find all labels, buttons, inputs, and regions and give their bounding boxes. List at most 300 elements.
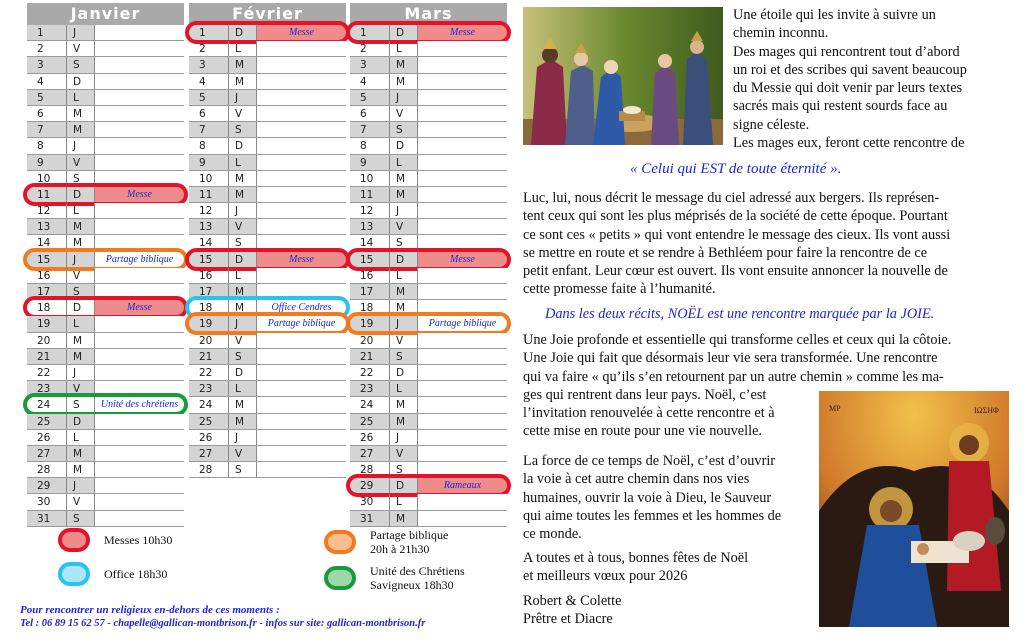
- day-weekday: L: [229, 381, 257, 396]
- day-number: 24: [350, 397, 390, 412]
- text-line: du Messie qui doit venir par leurs textes: [733, 80, 963, 97]
- text-line: Les mages eux, feront cette rencontre de: [733, 135, 965, 152]
- day-event-cell: [418, 365, 507, 380]
- days-list: [350, 25, 507, 527]
- day-number: 31: [350, 511, 390, 526]
- day-number: 15: [27, 252, 67, 267]
- day-weekday: S: [390, 349, 418, 364]
- day-weekday: V: [229, 446, 257, 461]
- day-number: 25: [189, 414, 229, 429]
- day-number: 2: [350, 41, 390, 56]
- day-weekday: S: [67, 511, 95, 526]
- text-line: cette mise en route pour une vie nouvelle.: [523, 423, 762, 440]
- day-number: 18: [27, 300, 67, 315]
- day-number: 23: [27, 381, 67, 396]
- day-number: 3: [189, 57, 229, 72]
- event-label: Messe: [257, 252, 346, 268]
- day-number: 22: [350, 365, 390, 380]
- day-row: [350, 316, 507, 332]
- day-row: [189, 171, 346, 187]
- day-row: [189, 187, 346, 203]
- day-row: [189, 203, 346, 219]
- day-row: [189, 57, 346, 73]
- day-row: [189, 41, 346, 57]
- day-row: [27, 300, 184, 316]
- day-weekday: J: [67, 478, 95, 493]
- day-weekday: M: [229, 171, 257, 186]
- day-weekday: L: [390, 381, 418, 396]
- day-weekday: D: [67, 300, 95, 315]
- day-row: [189, 122, 346, 138]
- day-event-cell: [257, 381, 346, 396]
- day-event-cell: [95, 284, 184, 299]
- day-number: 17: [350, 284, 390, 299]
- day-weekday: L: [67, 203, 95, 218]
- legend-partage: [324, 528, 448, 556]
- month-header: Mars: [350, 3, 507, 25]
- day-event-cell: [257, 349, 346, 364]
- day-number: 25: [350, 414, 390, 429]
- day-number: 13: [350, 219, 390, 234]
- day-weekday: M: [67, 122, 95, 137]
- day-number: 4: [350, 74, 390, 89]
- day-weekday: M: [229, 187, 257, 202]
- day-weekday: J: [390, 90, 418, 105]
- day-weekday: M: [390, 187, 418, 202]
- day-event-cell: [418, 381, 507, 396]
- svg-text:ΜΡ: ΜΡ: [829, 404, 841, 413]
- day-event-cell: [95, 138, 184, 153]
- day-row: [350, 187, 507, 203]
- day-number: 8: [27, 138, 67, 153]
- day-event-cell: [418, 300, 507, 315]
- day-weekday: M: [229, 300, 257, 315]
- text-line: et meilleurs vœux pour 2026: [523, 568, 688, 585]
- day-row: [27, 446, 184, 462]
- day-event-cell: [95, 57, 184, 72]
- day-weekday: S: [390, 235, 418, 250]
- day-number: 28: [350, 462, 390, 477]
- day-number: 5: [189, 90, 229, 105]
- day-row: [27, 122, 184, 138]
- day-weekday: V: [390, 333, 418, 348]
- day-weekday: D: [390, 25, 418, 40]
- nativity-icon-painting: [819, 391, 1009, 627]
- day-event-cell: [257, 365, 346, 380]
- day-number: 3: [350, 57, 390, 72]
- day-event-cell: [418, 138, 507, 153]
- day-row: [27, 349, 184, 365]
- day-row: [189, 316, 346, 332]
- text-line: tent ceux qui sont les plus méprisés de la société de cette époque. Pourtant: [523, 208, 948, 225]
- day-row: [27, 235, 184, 251]
- day-weekday: M: [67, 235, 95, 250]
- event-label: Messe: [257, 25, 346, 41]
- day-weekday: J: [229, 430, 257, 445]
- day-row: [189, 333, 346, 349]
- text-line: ce monde.: [523, 526, 582, 543]
- legend-label: [370, 528, 448, 556]
- text-line: Des mages qui rencontrent tout d’abord: [733, 43, 960, 60]
- day-weekday: L: [67, 430, 95, 445]
- calendar: [27, 3, 507, 525]
- day-weekday: D: [390, 138, 418, 153]
- text-line: la voie à cet autre chemin dans nos vies: [523, 471, 750, 488]
- day-number: 26: [189, 430, 229, 445]
- signature-names: Robert & Colette: [523, 593, 622, 609]
- text-line: Luc, lui, nous décrit le message du ciel adressé aux bergers. Ils représen-: [523, 190, 940, 206]
- day-weekday: S: [229, 349, 257, 364]
- day-number: 12: [27, 203, 67, 218]
- day-weekday: L: [390, 41, 418, 56]
- text-line: Une Joie profonde et essentielle qui transforme celles et ceux qui la côtoie.: [523, 332, 952, 348]
- day-weekday: V: [67, 41, 95, 56]
- day-row: [27, 203, 184, 219]
- day-number: 7: [27, 122, 67, 137]
- day-row: [189, 300, 346, 316]
- day-event-cell: [257, 462, 346, 477]
- day-number: 31: [27, 511, 67, 526]
- day-weekday: D: [229, 25, 257, 40]
- day-number: 25: [27, 414, 67, 429]
- event-label: Messe: [418, 25, 507, 41]
- day-weekday: J: [390, 203, 418, 218]
- day-event-cell: [95, 381, 184, 396]
- day-row: [350, 57, 507, 73]
- day-weekday: J: [67, 138, 95, 153]
- day-event-cell: [418, 171, 507, 186]
- day-event-cell: [418, 430, 507, 445]
- day-weekday: D: [390, 252, 418, 267]
- day-event-cell: [95, 349, 184, 364]
- day-row: [27, 462, 184, 478]
- day-event-cell: [257, 414, 346, 429]
- text-line: La force de ce temps de Noël, c’est d’ouvrir: [523, 453, 776, 469]
- day-row: [189, 446, 346, 462]
- month-header: Janvier: [27, 3, 184, 25]
- day-row: [189, 25, 346, 41]
- day-weekday: D: [229, 252, 257, 267]
- day-event-cell: [418, 41, 507, 56]
- day-row: [350, 90, 507, 106]
- day-row: [27, 106, 184, 122]
- day-row: [27, 430, 184, 446]
- day-number: 2: [27, 41, 67, 56]
- day-weekday: D: [229, 138, 257, 153]
- day-row: [350, 122, 507, 138]
- day-number: 15: [189, 252, 229, 267]
- day-row: [27, 284, 184, 300]
- day-number: 28: [189, 462, 229, 477]
- day-weekday: L: [229, 268, 257, 283]
- day-weekday: M: [390, 414, 418, 429]
- day-event-cell: [95, 478, 184, 493]
- day-row: [189, 219, 346, 235]
- day-event-cell: [95, 25, 184, 40]
- day-number: 7: [189, 122, 229, 137]
- day-number: 26: [350, 430, 390, 445]
- day-event-cell: [257, 430, 346, 445]
- day-row: [189, 252, 346, 268]
- day-number: 29: [27, 478, 67, 493]
- day-event-cell: [95, 333, 184, 348]
- day-number: 22: [189, 365, 229, 380]
- day-weekday: S: [229, 122, 257, 137]
- day-event-cell: [418, 397, 507, 412]
- day-event-cell: [95, 155, 184, 170]
- day-row: [350, 138, 507, 154]
- day-row: [27, 138, 184, 154]
- event-label: Messe: [95, 300, 184, 316]
- svg-text:ΙΩΣΗΦ: ΙΩΣΗΦ: [974, 406, 999, 415]
- day-weekday: L: [390, 155, 418, 170]
- day-weekday: J: [390, 430, 418, 445]
- wishes-paragraph: [523, 549, 818, 586]
- month-column-mars: [350, 3, 507, 527]
- day-row: [27, 41, 184, 57]
- day-weekday: M: [390, 57, 418, 72]
- day-event-cell: [257, 122, 346, 137]
- day-event-cell: [257, 397, 346, 412]
- day-number: 18: [189, 300, 229, 315]
- day-row: [189, 106, 346, 122]
- day-event-cell: [418, 57, 507, 72]
- day-event-cell: [95, 41, 184, 56]
- day-weekday: J: [67, 365, 95, 380]
- day-row: [27, 381, 184, 397]
- event-label: Rameaux: [418, 478, 507, 494]
- signature-titles: Prêtre et Diacre: [523, 611, 613, 628]
- day-number: 20: [189, 333, 229, 348]
- day-row: [27, 478, 184, 494]
- day-weekday: V: [229, 106, 257, 121]
- day-row: [27, 252, 184, 268]
- day-weekday: M: [229, 397, 257, 412]
- day-number: 14: [189, 235, 229, 250]
- day-number: 10: [350, 171, 390, 186]
- day-event-cell: [95, 414, 184, 429]
- day-number: 4: [27, 74, 67, 89]
- day-row: [189, 155, 346, 171]
- day-row: [27, 57, 184, 73]
- day-row: [350, 478, 507, 494]
- day-number: 5: [27, 90, 67, 105]
- day-number: 17: [27, 284, 67, 299]
- nativity-figurines-photo: [523, 7, 723, 145]
- day-event-cell: [257, 41, 346, 56]
- text-line: ges qui rentrent dans leur pays. Noël, c’est: [523, 386, 767, 403]
- day-weekday: J: [67, 252, 95, 267]
- day-weekday: M: [390, 300, 418, 315]
- day-event-cell: [95, 219, 184, 234]
- legend-label-line: 20h à 21h30: [370, 542, 430, 556]
- day-weekday: D: [390, 365, 418, 380]
- day-weekday: M: [67, 106, 95, 121]
- event-label: Office Cendres: [271, 302, 332, 314]
- text-line: l’invitation renouvelée à cette rencontre et à: [523, 405, 775, 422]
- day-weekday: S: [390, 122, 418, 137]
- day-event-cell: [95, 90, 184, 105]
- day-number: 19: [350, 316, 390, 331]
- day-event-cell: [418, 414, 507, 429]
- day-row: [189, 268, 346, 284]
- day-weekday: S: [67, 397, 95, 412]
- day-event-cell: [95, 122, 184, 137]
- text-line: se mettre en route et se rendre à Bethléem pour faire la rencontre de ce: [523, 244, 928, 261]
- day-row: [189, 397, 346, 413]
- day-row: [350, 446, 507, 462]
- day-event-cell: [418, 74, 507, 89]
- day-weekday: V: [390, 446, 418, 461]
- day-row: [350, 300, 507, 316]
- day-number: 12: [189, 203, 229, 218]
- day-number: 28: [27, 462, 67, 477]
- day-event-cell: [418, 155, 507, 170]
- text-line: cette promesse faite à l’humanité.: [523, 281, 716, 298]
- day-row: [27, 414, 184, 430]
- text-line: ce sont ces « petits » qui vont entendre le message des cieux. Ils vont aussi: [523, 226, 951, 243]
- day-row: [350, 74, 507, 90]
- day-weekday: D: [67, 414, 95, 429]
- day-row: [350, 235, 507, 251]
- day-number: 10: [27, 171, 67, 186]
- day-number: 26: [27, 430, 67, 445]
- legend: [58, 528, 508, 603]
- day-number: 18: [350, 300, 390, 315]
- day-row: [189, 462, 346, 478]
- text-line: A toutes et à tous, bonnes fêtes de Noël: [523, 550, 749, 566]
- day-number: 16: [350, 268, 390, 283]
- day-row: [27, 171, 184, 187]
- day-weekday: J: [229, 203, 257, 218]
- day-weekday: M: [229, 57, 257, 72]
- day-weekday: M: [390, 511, 418, 526]
- day-event-cell: [257, 203, 346, 218]
- text-line: qui aime toutes les femmes et les hommes de: [523, 507, 782, 524]
- day-weekday: L: [67, 90, 95, 105]
- day-weekday: M: [229, 74, 257, 89]
- legend-unite: [324, 564, 465, 592]
- day-weekday: D: [67, 187, 95, 202]
- day-weekday: V: [67, 381, 95, 396]
- day-weekday: J: [229, 316, 257, 331]
- text-line: Une étoile qui les invite à suivre un: [733, 7, 936, 23]
- day-row: [27, 187, 184, 203]
- month-header: Février: [189, 3, 346, 25]
- day-weekday: D: [67, 74, 95, 89]
- day-weekday: L: [229, 155, 257, 170]
- day-weekday: L: [390, 268, 418, 283]
- day-number: 19: [189, 316, 229, 331]
- day-number: 8: [350, 138, 390, 153]
- event-label: Messe: [95, 187, 184, 203]
- day-row: [350, 203, 507, 219]
- day-event-cell: [95, 446, 184, 461]
- legend-label: [370, 564, 465, 592]
- day-event-cell: [418, 349, 507, 364]
- day-weekday: J: [390, 316, 418, 331]
- event-label: Messe: [418, 252, 507, 268]
- day-row: [350, 41, 507, 57]
- text-line: qui va faire « qu’ils s’en retournent par un autre chemin » comme les ma-: [523, 368, 944, 385]
- day-row: [189, 74, 346, 90]
- legend-label-line: Unité des Chrétiens: [370, 564, 465, 578]
- day-row: [350, 25, 507, 41]
- day-weekday: M: [390, 171, 418, 186]
- day-event-cell: [418, 203, 507, 218]
- day-event-cell: [418, 106, 507, 121]
- day-event-cell: [418, 219, 507, 234]
- day-number: 13: [27, 219, 67, 234]
- text-line: Une Joie qui fait que désormais leur vie sera transformée. Une rencontre: [523, 350, 938, 367]
- day-row: [350, 171, 507, 187]
- day-weekday: V: [67, 268, 95, 283]
- day-number: 11: [27, 187, 67, 202]
- day-row: [27, 365, 184, 381]
- day-weekday: V: [67, 494, 95, 509]
- day-row: [350, 268, 507, 284]
- legend-messes: [58, 528, 172, 552]
- day-number: 29: [350, 478, 390, 493]
- day-number: 16: [27, 268, 67, 283]
- event-label: Partage biblique: [428, 318, 497, 330]
- orange-oval-icon: [324, 530, 356, 554]
- day-number: 21: [27, 349, 67, 364]
- day-row: [27, 90, 184, 106]
- day-number: 7: [350, 122, 390, 137]
- day-number: 5: [350, 90, 390, 105]
- day-number: 6: [350, 106, 390, 121]
- day-row: [189, 349, 346, 365]
- day-event-cell: [257, 155, 346, 170]
- legend-label-line: Partage biblique: [370, 528, 449, 542]
- day-row: [27, 333, 184, 349]
- legend-label-line: Savigneux 18h30: [370, 578, 454, 592]
- day-number: 27: [189, 446, 229, 461]
- day-row: [350, 414, 507, 430]
- day-row: [350, 219, 507, 235]
- nativity-figurines-image: [523, 7, 723, 145]
- days-list: [189, 25, 346, 478]
- day-event-cell: [95, 511, 184, 526]
- day-event-cell: [418, 494, 507, 509]
- day-number: 24: [27, 397, 67, 412]
- day-row: [189, 430, 346, 446]
- day-event-cell: [257, 74, 346, 89]
- day-event-cell: [257, 138, 346, 153]
- day-event-cell: [418, 446, 507, 461]
- day-event-cell: [418, 187, 507, 202]
- day-weekday: M: [67, 219, 95, 234]
- day-event-cell: [95, 268, 184, 283]
- day-event-cell: [257, 284, 346, 299]
- day-row: [27, 316, 184, 332]
- day-event-cell: [95, 74, 184, 89]
- day-event-cell: [95, 171, 184, 186]
- day-number: 21: [189, 349, 229, 364]
- day-number: 27: [27, 446, 67, 461]
- day-event-cell: [95, 203, 184, 218]
- text-line: chemin inconnu.: [733, 25, 829, 42]
- text-line: un roi et des scribes qui savent beaucoup: [733, 61, 967, 78]
- day-row: [27, 219, 184, 235]
- day-event-cell: [257, 171, 346, 186]
- day-event-cell: [257, 446, 346, 461]
- day-row: [189, 284, 346, 300]
- day-row: [350, 430, 507, 446]
- day-weekday: S: [67, 57, 95, 72]
- day-event-cell: [418, 268, 507, 283]
